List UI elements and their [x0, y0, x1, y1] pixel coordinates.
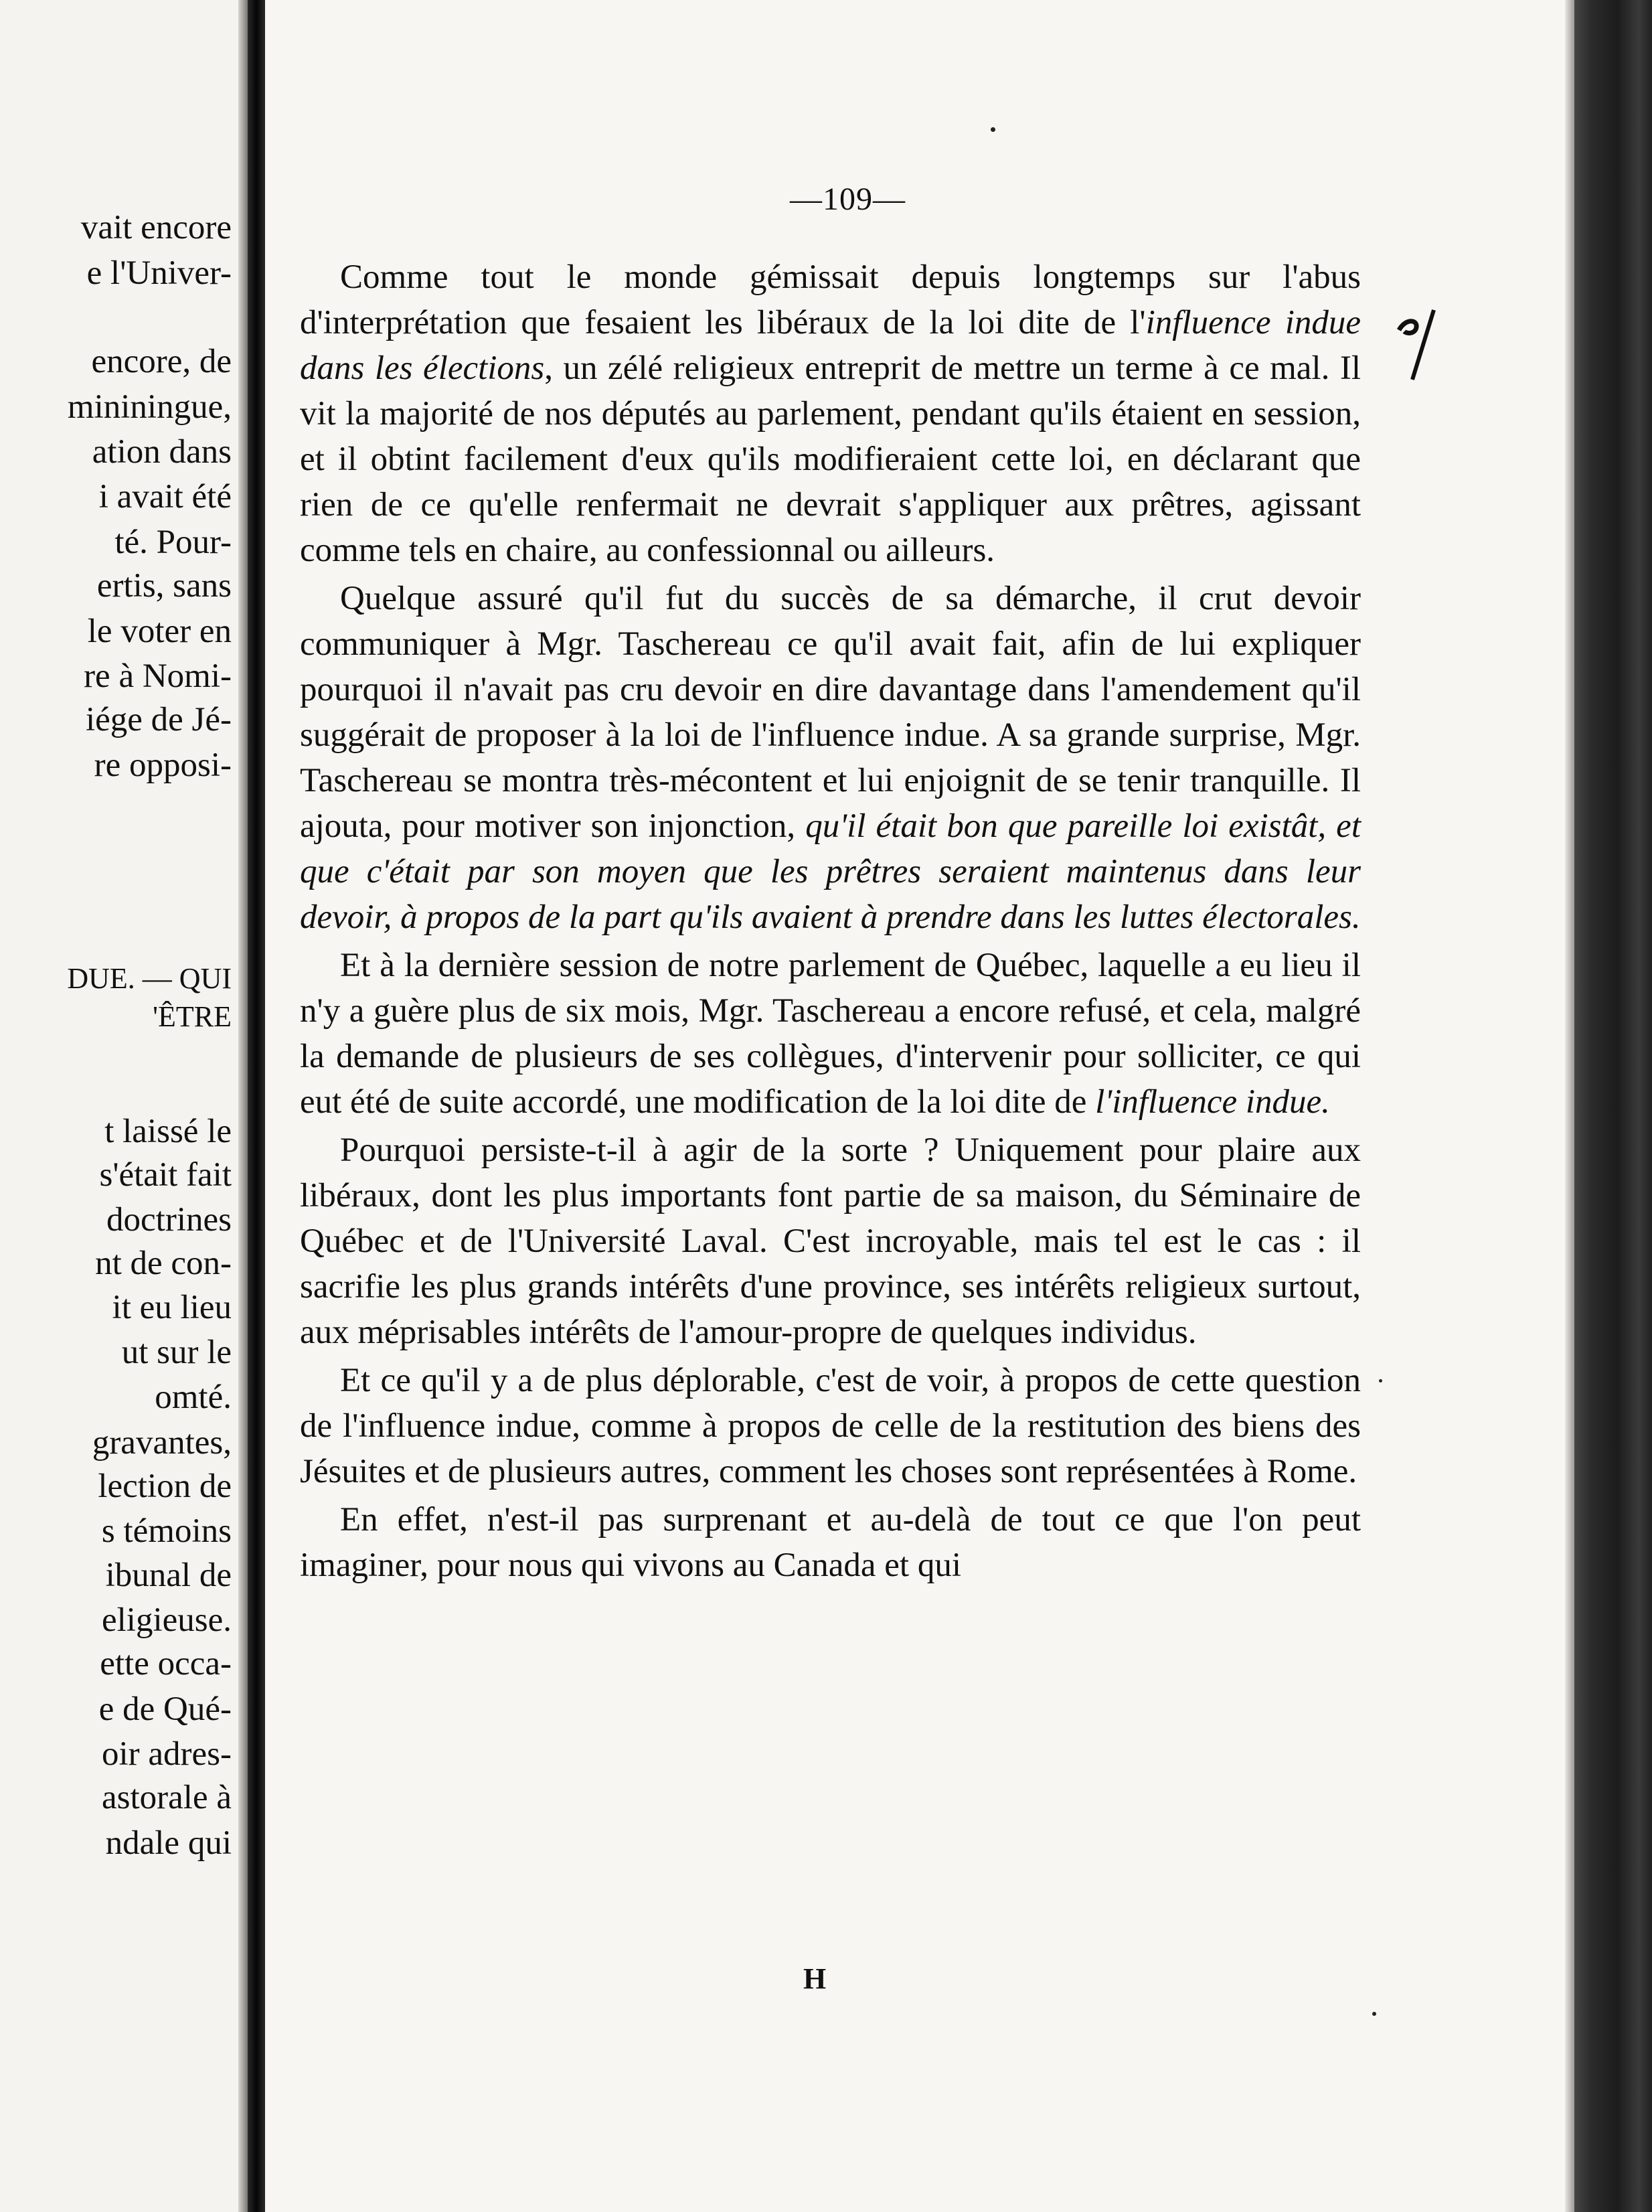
left-page-line: s'était fait: [99, 1156, 232, 1194]
left-page-line: ut sur le: [121, 1334, 232, 1371]
paragraph-4: Pourquoi persiste-t-il à agir de la sorte ? Uniquement pour plaire aux libéraux, dont les plus importants font partie de sa maison, du Séminaire de Québec et de l'Université Laval. C'est incroyable, mais tel est le cas : il sacrifie les plus grands intérêts d'une province, ses intérêts religieux surtout, aux méprisables intérêts de l'amour-propre de quelques individus.: [300, 1131, 1361, 1351]
left-page-line: lection de: [98, 1468, 232, 1505]
paragraph-1: Comme tout le monde gémissait depuis longtemps sur l'abus d'interprétation que fesaient les libéraux de la loi dite de l'influence indue dans les élections, un zélé religieux entreprit de mettre un terme à ce mal. Il vit la majorité de nos députés au parlement, pendant qu'ils étaient en session, et il obtint facilement d'eux qu'ils modifieraient cette loi, en déclarant que rien de ce qu'elle renfermait ne devrait s'appliquer aux prêtres, agissant comme tels en chaire, au confessionnal ou ailleurs.: [300, 258, 1361, 569]
left-page-line: ette occa-: [100, 1645, 232, 1682]
left-page-line: encore, de: [91, 343, 232, 380]
left-page-line: e l'Univer-: [86, 254, 232, 292]
left-page-line: mininingue,: [67, 388, 232, 426]
left-page-line: oir adres-: [102, 1735, 232, 1773]
left-page-line: astorale à: [102, 1779, 232, 1816]
left-page-line: gravantes,: [92, 1424, 232, 1462]
left-page-line: iége de Jé-: [85, 701, 232, 738]
left-page-line: té. Pour-: [114, 524, 232, 561]
left-page-line: nt de con-: [95, 1245, 232, 1282]
left-page-line: ation dans: [92, 433, 232, 471]
left-page-line: omté.: [155, 1378, 232, 1416]
left-page-edge: [238, 0, 248, 2212]
paragraph-3: Et à la dernière session de notre parlement de Québec, laquelle a eu lieu il n'y a guère plus de six mois, Mgr. Taschereau a encore refusé, et cela, malgré la demande de plusieurs de ses collègues, d'intervenir pour solliciter, ce qui eut été de suite accordé, une modification de la loi dite de l'influence indue.: [300, 947, 1361, 1121]
left-page-line: t laissé le: [104, 1113, 232, 1150]
left-page-line: ndale qui: [105, 1824, 232, 1862]
left-page-line: s témoins: [101, 1512, 232, 1550]
ink-speck: [1372, 2012, 1376, 2016]
left-page-line: re opposi-: [94, 746, 232, 784]
paragraph-2: Quelque assuré qu'il fut du succès de sa démarche, il crut devoir communiquer à Mgr. Taschereau ce qu'il avait fait, afin de lui expliquer pourquoi il n'avait pas cru devoir en dire davantage dans l'amendement qu'il suggérait de proposer à la loi de l'influence indue. A sa grande surprise, Mgr. Taschereau se montra très-mécontent et lui enjoignit de se tenir tranquille. Il ajouta, pour motiver son injonction, qu'il était bon que pareille loi existât, et que c'était par son moyen que les prêtres seraient maintenus dans leur devoir, à propos de la part qu'ils avaient à prendre dans les luttes électorales.: [300, 580, 1361, 936]
left-facing-page: [0, 0, 248, 2212]
ink-speck: [991, 127, 995, 132]
page-body: [300, 254, 1361, 1591]
paragraph-5: Et ce qu'il y a de plus déplorable, c'est de voir, à propos de cette question de l'influence indue, comme à propos de celle de la restitution des biens des Jésuites et de plusieurs autres, comment les choses sont représentées à Rome.: [300, 1362, 1361, 1490]
left-page-line: doctrines: [106, 1201, 232, 1239]
left-page-line: ibunal de: [105, 1557, 232, 1594]
ink-speck: [1379, 1379, 1382, 1382]
handwritten-margin-mark-icon: [1392, 305, 1473, 385]
paragraph-6: En effet, n'est-il pas surprenant et au-delà de tout ce que l'on peut imaginer, pour nous qui vivons au Canada et qui: [300, 1501, 1361, 1584]
book-gutter: [248, 0, 265, 2212]
page-number: —109—: [790, 181, 906, 217]
signature-mark: H: [803, 1962, 827, 1995]
left-page-line: e de Qué-: [98, 1690, 232, 1728]
left-page-line: i avait été: [98, 478, 232, 516]
left-page-line: re à Nomi-: [84, 657, 232, 695]
left-page-line: eligieuse.: [101, 1601, 232, 1639]
left-page-line: le voter en: [87, 613, 232, 650]
left-page-line: DUE. — QUI: [67, 962, 232, 995]
left-page-line: ertis, sans: [96, 567, 232, 605]
left-page-line: vait encore: [80, 209, 232, 246]
page-edge-binding: [1565, 0, 1652, 2212]
left-page-line: it eu lieu: [112, 1289, 232, 1326]
left-page-line: 'ÊTRE: [153, 1000, 232, 1033]
